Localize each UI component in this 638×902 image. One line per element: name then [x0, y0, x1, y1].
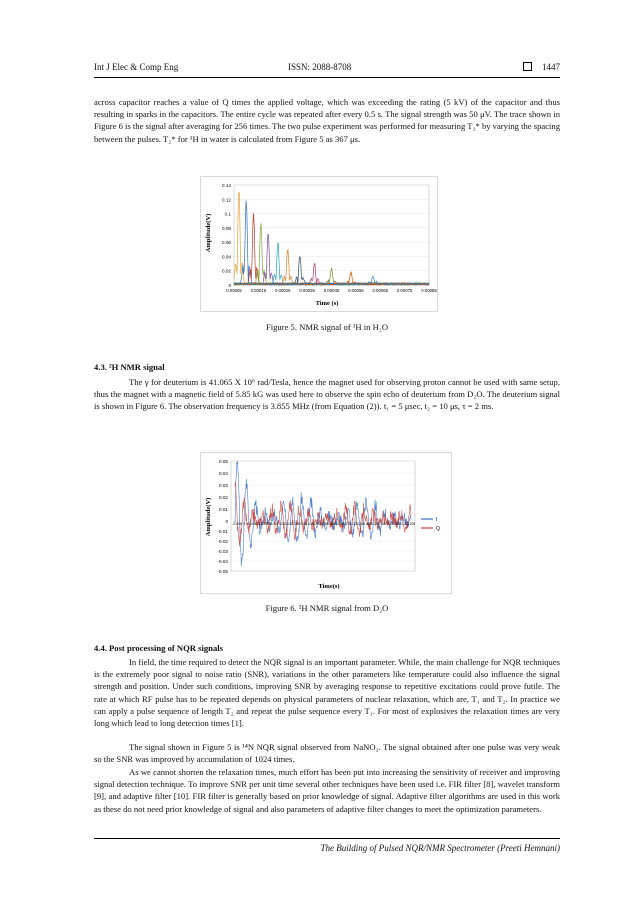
paragraph-2: The γ for deuterium is 41.065 X 10⁶ rad/Tesla, hence the magnet used for observing proton cannot be used with same setup, thus the magnet with a magnetic field of 5.85 kG was used here to observe the spin echo of deuterium from D₂O. The deuterium signal is shown in Figure 6. The observation frequency is 3.855 MHz (from Equation (2)). t₁ = 5 μsec, t₂ = 10 μs, τ = 2 ms. — [94, 377, 560, 412]
figure-5-x-tick: 0.00045 — [323, 288, 340, 293]
figure-6-x-tick: 0.015 — [261, 522, 271, 526]
header-rule — [94, 77, 560, 78]
figure-6-y-tick: 0.02 — [219, 495, 228, 500]
figure-6-x-tick: 0.105 — [392, 522, 401, 526]
figure-6-x-tick: -0.005 — [232, 522, 242, 526]
figure-6-x-tick: 0.09 — [371, 522, 379, 526]
figure-6-legend-label: I — [436, 517, 438, 523]
figure-6-x-tick: 0 — [243, 522, 246, 526]
figure-5-y-tick: 0.12 — [222, 197, 231, 203]
figure-6-x-tick: 0.01 — [255, 522, 263, 526]
figure-5-y-tick: 0.14 — [222, 183, 231, 188]
figure-6-x-tick: 0.07 — [342, 522, 350, 526]
figure-6-legend-label: Q — [436, 526, 440, 532]
figure-5-y-tick: 0.02 — [222, 268, 231, 274]
figure-6-y-tick: -0.04 — [217, 559, 228, 564]
figure-6-y-tick: -0.03 — [217, 549, 228, 554]
running-title: The Building of Pulsed NQR/NMR Spectrometer (Preeti Hemnani) — [320, 843, 560, 853]
figure-6-x-tick: 0.205 — [406, 522, 416, 526]
figure-6-y-tick: 0.03 — [219, 483, 228, 488]
paragraph-4: The signal shown in Figure 5 is ¹⁴N NQR signal observed from NaNO₂. The signal obtained after one pulse was very weak so the SNR was improved by accumulation of 1024 times. — [94, 742, 560, 765]
figure-6-x-tick: 0.005 — [247, 522, 256, 526]
figure-5-x-tick: 0.00065 — [372, 288, 389, 293]
figure-6-y-tick: 0.04 — [219, 471, 228, 476]
footer-rule — [94, 838, 560, 839]
figure-5-chart — [200, 176, 438, 312]
figure-6-x-tick: 0.02 — [269, 522, 277, 526]
figure-6-x-tick: 0.025 — [276, 522, 285, 526]
figure-5-y-tick: 0 — [228, 283, 231, 288]
section-4-3-title: 4.3. ²H NMR signal — [94, 362, 165, 372]
figure-6-x-tick: 0.04 — [298, 522, 306, 526]
figure-5-x-tick: 0.00005 — [226, 288, 242, 293]
paragraph-5: As we cannot shorten the relaxation times, much effort has been put into increasing the sensitivity of receiver and improving signal detection technique. To improve SNR per unit time several other techniques have been used i.e. FIR filter [8], wavelet transform [9], and adaptive filter [10]. FIR filter is generally based on prior knowledge of signal. Adaptive filter algorithms are used in this work as these do not need prior knowledge of signal and also parameters of adaptive filter changes to meet the optimization parameters. — [94, 767, 560, 814]
figure-5-x-tick: 0.00085 — [421, 288, 437, 293]
figure-6-y-tick: -0.05 — [217, 569, 228, 574]
figure-6-x-tick: 0.03 — [284, 522, 292, 526]
figure-5-y-tick: 0.1 — [224, 211, 231, 217]
figure-6-x-tick: 0.045 — [305, 522, 314, 526]
page-number-block — [523, 62, 560, 72]
figure-6-x-tick: 0.06 — [327, 522, 335, 526]
figure-5-y-tick: 0.08 — [222, 225, 231, 231]
figure-6-y-tick: 0.05 — [219, 459, 228, 464]
figure-6-x-label: Time(s) — [318, 583, 340, 590]
running-header — [94, 62, 560, 76]
figure-5-y-tick: 0.06 — [222, 240, 231, 246]
figure-5-y-tick: 0.04 — [222, 254, 231, 260]
figure-6-x-tick: 0.085 — [363, 522, 372, 526]
paragraph-1: across capacitor reaches a value of Q times the applied voltage, which was exceeding the rating (5 kV) of the capacitor and thus resulting in sparks in the capacitors. The entire cycle was repeated after every 0.5 s. The signal strength was 50 μV. The trace shown in Figure 6 is the signal after averaging for 256 times. The two pulse experiment was performed for measuring T₂* by varying the spacing between the pulses. T₂* for ¹H in water is calculated from Figure 5 as 367 μs. — [94, 97, 560, 144]
figure-6-y-tick: 0 — [225, 519, 228, 524]
figure-5-caption: Figure 5. NMR signal of ¹H in H₂O — [265, 322, 389, 332]
figure-5-x-tick: 0.00035 — [299, 288, 315, 293]
figure-6-x-tick: 0.08 — [356, 522, 364, 526]
figure-6-x-tick: 0.05 — [313, 522, 321, 526]
journal-name: Int J Elec & Comp Eng — [94, 62, 179, 72]
page-number: 1447 — [542, 62, 560, 72]
figure-5-y-label: Amplitude(V) — [205, 213, 212, 253]
figure-6-y-label: Amplitude(V) — [205, 497, 212, 537]
figure-6-x-tick: 0.2 — [401, 522, 407, 526]
figure-6-y-tick: -0.01 — [217, 529, 228, 534]
figure-6-x-tick: 0.055 — [319, 522, 329, 526]
figure-6-x-tick: 0.095 — [377, 522, 387, 526]
figure-5-plot-area — [234, 185, 429, 285]
figure-5-x-tick: 0.00025 — [274, 288, 291, 293]
section-4-4-title: 4.4. Post processing of NQR signals — [94, 643, 223, 653]
figure-6-y-tick: 0.01 — [219, 507, 228, 512]
figure-5-x-label: Time (s) — [315, 300, 339, 307]
figure-6-caption: Figure 6. ²H NMR signal from D₂O — [265, 603, 389, 613]
figure-6-y-tick: -0.02 — [217, 539, 228, 544]
figure-6-chart — [200, 452, 452, 594]
issn: ISSN: 2088-8708 — [288, 62, 352, 72]
figure-5-x-tick: 0.00015 — [250, 288, 267, 293]
figure-6-plot-area — [231, 461, 415, 571]
figure-6-x-tick: 0.075 — [348, 522, 358, 526]
figure-6-x-tick: 0.035 — [290, 522, 300, 526]
figure-5-x-tick: 0.00075 — [396, 288, 413, 293]
figure-6-x-tick: 0.1 — [386, 522, 392, 526]
figure-6-x-tick: 0.065 — [334, 522, 343, 526]
figure-5-x-tick: 0.00055 — [348, 288, 364, 293]
paragraph-3: In field, the time required to detect the NQR signal is an important parameter. While, the main challenge for NQR techniques is the extremely poor signal to noise ratio (SNR), variations in the other parameters like temperature could also influence the signal strength and position. Under such conditions, improving SNR by averaging response to repetitive excitations could prove futile. The rate at which RF pulse has to be repeated depends on physical parameters of nuclear relaxation, which are, T₁ and T₂. In practice we can apply a pulse sequence of length T₂ and repeat the pulse sequence every T₁. For most of explosives the relaxation times are very long which lead to long detection times [1]. — [94, 657, 560, 729]
square-icon — [523, 62, 532, 71]
